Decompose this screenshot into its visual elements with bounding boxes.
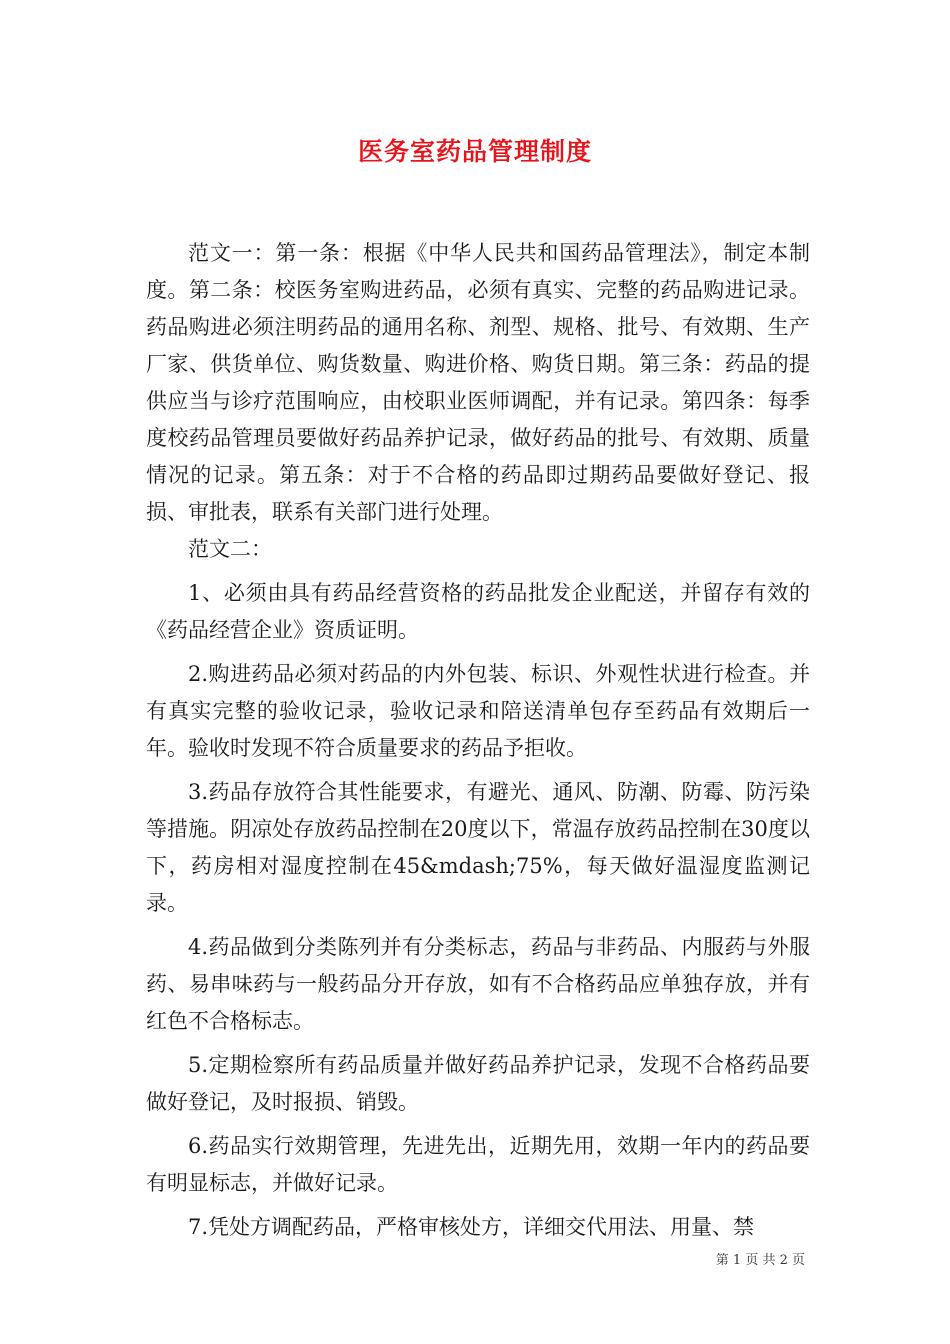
paragraph-item-2: 2.购进药品必须对药品的内外包装、标识、外观性状进行检查。并有真实完整的验收记录，验收记录和陪送清单包存至药品有效期后一年。验收时发现不符合质量要求的药品予拒收。 xyxy=(146,662,810,760)
paragraph-item-1: 1、必须由具有药品经营资格的药品批发企业配送，并留存有效的《药品经营企业》资质证明。 xyxy=(146,581,810,642)
document-body xyxy=(146,235,810,1246)
paragraph-item-5: 5.定期检察所有药品质量并做好药品养护记录，发现不合格药品要做好登记，及时报损、销毁。 xyxy=(146,1053,810,1114)
paragraph-item-3: 3.药品存放符合其性能要求，有避光、通风、防潮、防霉、防污染等措施。阴凉处存放药品控制在20度以下，常温存放药品控制在30度以下，药房相对湿度控制在45&mdash;75%，每天做好温湿度监测记录。 xyxy=(146,780,810,915)
page-number-footer: 第 1 页 共 2 页 xyxy=(715,1253,805,1268)
paragraph-item-6: 6.药品实行效期管理，先进先出，近期先用，效期一年内的药品要有明显标志，并做好记录。 xyxy=(146,1134,810,1195)
paragraph-sample-one: 范文一：第一条：根据《中华人民共和国药品管理法》，制定本制度。第二条：校医务室购进药品，必须有真实、完整的药品购进记录。药品购进必须注明药品的通用名称、剂型、规格、批号、有效期、生产厂家、供货单位、购货数量、购进价格、购货日期。第三条：药品的提供应当与诊疗范围响应，由校职业医师调配，并有记录。第四条：每季度校药品管理员要做好药品养护记录，做好药品的批号、有效期、质量情况的记录。第五条：对于不合格的药品即过期药品要做好登记、报损、审批表，联系有关部门进行处理。 xyxy=(146,241,810,524)
paragraph-item-7: 7.凭处方调配药品，严格审核处方，详细交代用法、用量、禁 xyxy=(188,1215,755,1239)
document-title: 医务室药品管理制度 xyxy=(357,137,592,166)
paragraph-sample-two-heading: 范文二： xyxy=(188,537,272,561)
paragraph-item-4: 4.药品做到分类陈列并有分类标志，药品与非药品、内服药与外服药、易串味药与一般药品分开存放，如有不合格药品应单独存放，并有红色不合格标志。 xyxy=(146,935,810,1033)
